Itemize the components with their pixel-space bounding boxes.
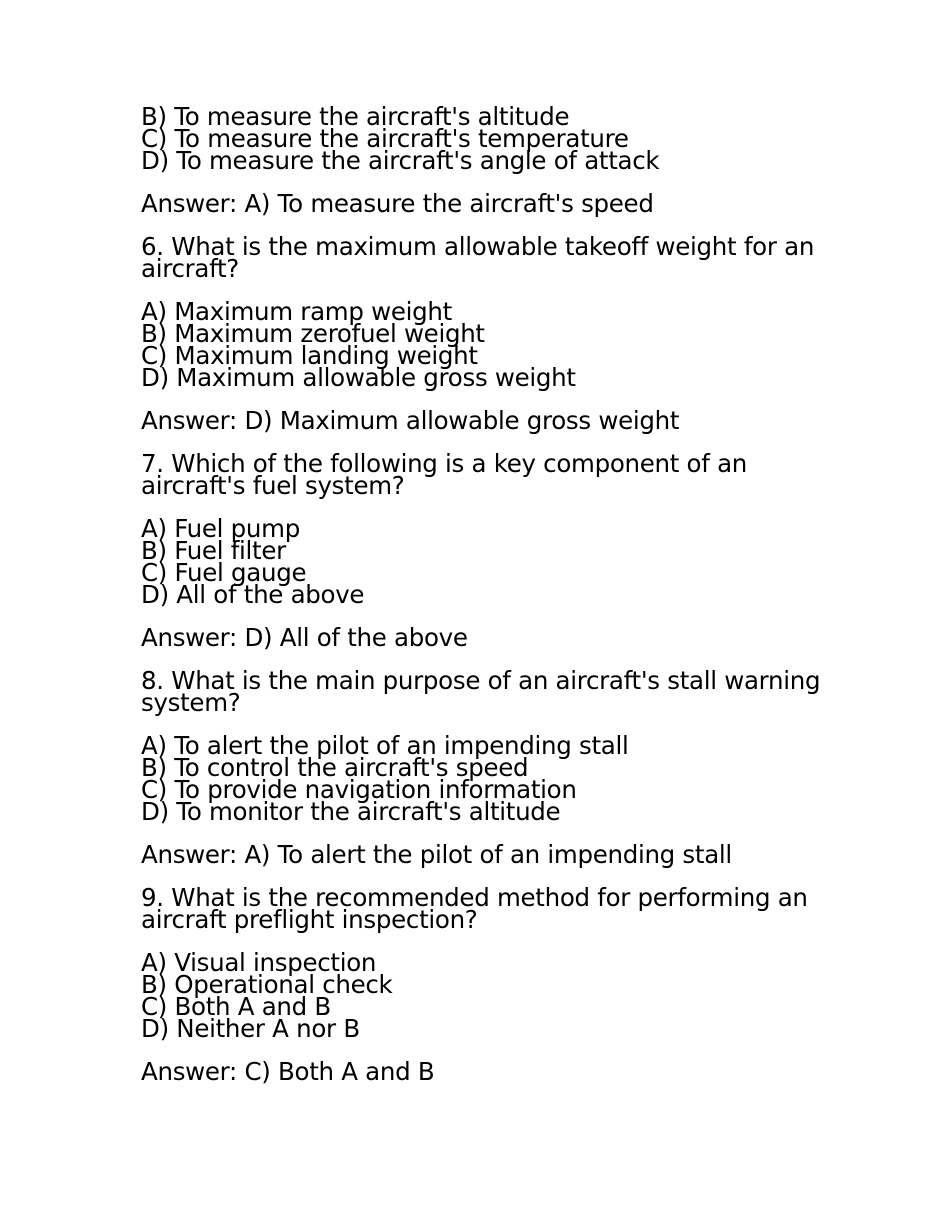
answer-q9: Answer: C) Both A and B xyxy=(141,1057,435,1086)
option-c: C) Both A and B xyxy=(141,992,331,1021)
option-d: D) To monitor the aircraft's altitude xyxy=(141,797,561,826)
option-d: D) Neither A nor B xyxy=(141,1014,360,1043)
option-c: C) To provide navigation information xyxy=(141,775,577,804)
option-b: B) Maximum zerofuel weight xyxy=(141,319,485,348)
option-a: A) Maximum ramp weight xyxy=(141,297,452,326)
option-b: B) To measure the aircraft's altitude xyxy=(141,102,570,131)
option-a: A) Visual inspection xyxy=(141,948,377,977)
options-block-q7 xyxy=(141,514,831,609)
question-7: 7. Which of the following is a key component of an aircraft's fuel system? xyxy=(141,449,748,500)
answer-q7: Answer: D) All of the above xyxy=(141,623,468,652)
option-d: D) All of the above xyxy=(141,580,365,609)
answer-q5: Answer: A) To measure the aircraft's speed xyxy=(141,189,654,218)
option-a: A) To alert the pilot of an impending stall xyxy=(141,731,629,760)
answer-q6: Answer: D) Maximum allowable gross weight xyxy=(141,406,680,435)
option-d: D) Maximum allowable gross weight xyxy=(141,363,576,392)
option-c: C) To measure the aircraft's temperature xyxy=(141,124,629,153)
options-block-q6 xyxy=(141,297,831,392)
option-c: C) Maximum landing weight xyxy=(141,341,478,370)
option-b: B) Fuel filter xyxy=(141,536,286,565)
option-b: B) Operational check xyxy=(141,970,393,999)
options-block-q8 xyxy=(141,731,831,826)
question-8: 8. What is the main purpose of an aircraft's stall warning system? xyxy=(141,666,821,717)
question-6: 6. What is the maximum allowable takeoff weight for an aircraft? xyxy=(141,232,815,283)
answer-q8: Answer: A) To alert the pilot of an impending stall xyxy=(141,840,732,869)
option-a: A) Fuel pump xyxy=(141,514,300,543)
options-block-q9 xyxy=(141,948,831,1043)
option-d: D) To measure the aircraft's angle of attack xyxy=(141,146,660,175)
options-block-q5 xyxy=(141,102,831,175)
option-b: B) To control the aircraft's speed xyxy=(141,753,529,782)
document-page xyxy=(141,102,831,1104)
question-9: 9. What is the recommended method for performing an aircraft preflight inspection? xyxy=(141,883,808,934)
option-c: C) Fuel gauge xyxy=(141,558,307,587)
